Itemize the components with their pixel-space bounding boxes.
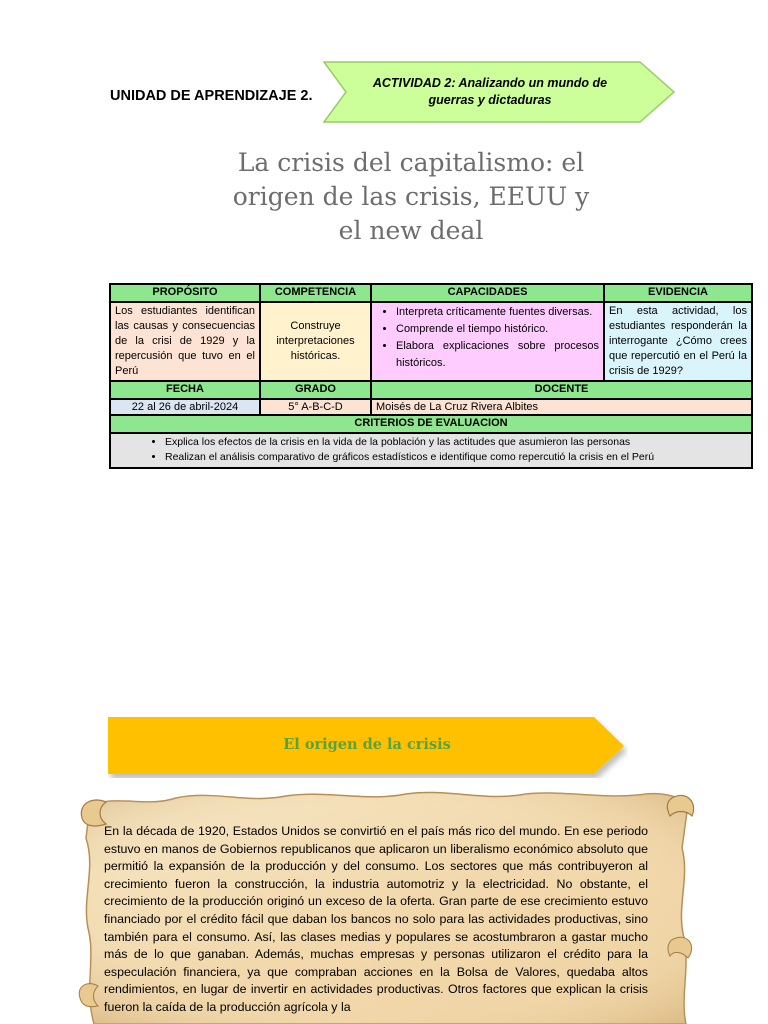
section-banner <box>108 716 628 778</box>
table-header-row <box>110 381 752 399</box>
capacidad-item: • Elabora explicaciones sobre procesos históricos. <box>396 338 599 372</box>
header-docente: DOCENTE <box>371 381 752 399</box>
table-header-row <box>110 284 752 302</box>
criterios-cell <box>110 433 752 468</box>
header-capacidades: CAPACIDADES <box>371 284 604 302</box>
fecha-cell: 22 al 26 de abril-2024 <box>110 399 260 415</box>
header-evidencia: EVIDENCIA <box>604 284 752 302</box>
criterios-list <box>115 435 747 465</box>
header-competencia: COMPETENCIA <box>260 284 371 302</box>
header-grado: GRADO <box>260 381 371 399</box>
unit-label: UNIDAD DE APRENDIZAJE 2. <box>110 88 313 104</box>
header-criterios: CRITERIOS DE EVALUACION <box>110 415 752 433</box>
header-proposito: PROPÓSITO <box>110 284 260 302</box>
activity-banner <box>322 60 676 124</box>
section-body: En la década de 1920, Estados Unidos se convirtió en el país más rico del mundo. En ese periodo estuvo en manos de Gobiernos republicanos que aplicaron un liberalismo económico absoluto que permitió la expansión de la producción y del consumo. Los sectores que más contribuyeron al crecimiento fueron la construcción, la industria automotriz y la electricidad. No obstante, el crecimiento de la producción originó un exceso de la oferta. Gran parte de ese crecimiento estuvo financiado por el crédito fácil que daban los bancos no solo para las actividades productivas, sino también para el consumo. Así, las clases medias y populares se acostumbraron a gastar mucho más de lo que ganaban. Además, muchas empresas y personas utilizaron el crédito para la especulación financiera, ya que compraban acciones en la Bolsa de Valores, quedaba altos rendimientos, en lugar de invertir en actividades productivas. Otros factores que explican la crisis fueron la caída de la producción agrícola y la <box>104 824 648 1014</box>
table-row <box>110 302 752 381</box>
criterio-item: • Realizan el análisis comparativo de gráficos estadísticos e identifique como repercutió la crisis en el Perú <box>165 450 747 465</box>
competencia-cell: Construye interpretaciones históricas. <box>260 302 371 381</box>
parchment-scroll <box>76 788 698 1024</box>
activity-title: ACTIVIDAD 2: Analizando un mundo de guerras y dictaduras <box>372 76 608 107</box>
table-row <box>110 433 752 468</box>
criterio-item: • Explica los efectos de la crisis en la vida de la población y las actitudes que asumieron las personas <box>165 435 747 450</box>
section-title: El origen de la crisis <box>283 736 451 753</box>
docente-cell: Moisés de La Cruz Rivera Albites <box>371 399 752 415</box>
header-fecha: FECHA <box>110 381 260 399</box>
table-row <box>110 399 752 415</box>
info-table <box>109 283 753 469</box>
page-title: La crisis del capitalismo: el origen de las crisis, EEUU y el new deal <box>232 148 590 245</box>
capacidad-item: • Comprende el tiempo histórico. <box>396 321 599 338</box>
table-header-row <box>110 415 752 433</box>
grado-cell: 5° A-B-C-D <box>260 399 371 415</box>
capacidad-item: • Interpreta críticamente fuentes diversas. <box>396 304 599 321</box>
capacidades-cell <box>371 302 604 381</box>
capacidades-list <box>376 304 599 372</box>
evidencia-cell: En esta actividad, los estudiantes responderán la interrogante ¿Cómo crees que repercutió en el Perú la crisis de 1929? <box>604 302 752 381</box>
proposito-cell: Los estudiantes identifican las causas y consecuencias de la crisi de 1929 y la repercusión que tuvo en el Perú <box>110 302 260 381</box>
